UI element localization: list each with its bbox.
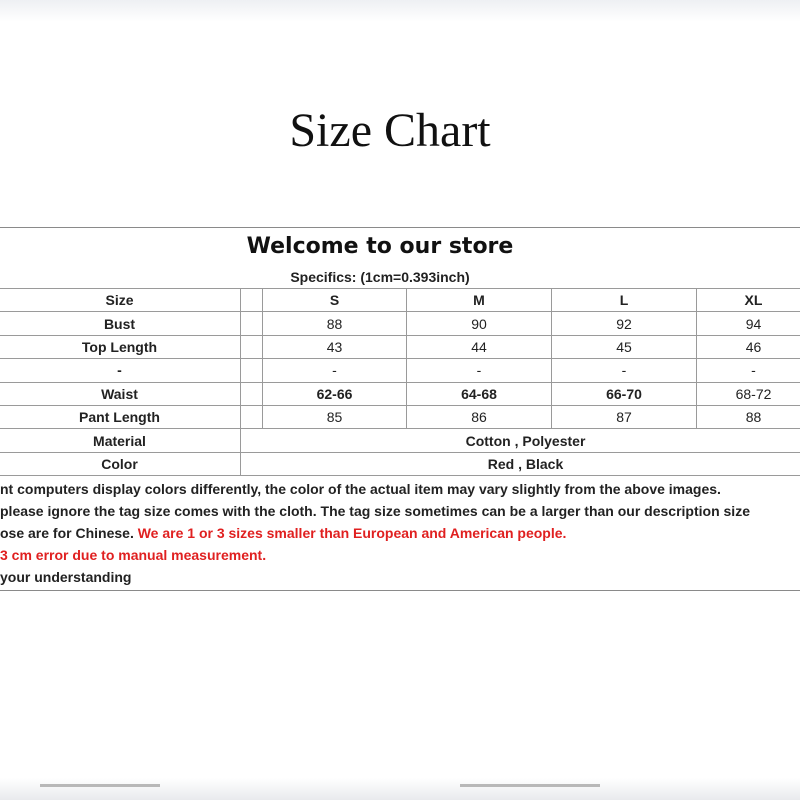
table-cell: 88 xyxy=(697,405,800,428)
table-row xyxy=(0,312,800,335)
table-cell: 43 xyxy=(263,335,407,358)
spacer-cell xyxy=(241,289,263,312)
row-label: Color xyxy=(0,452,241,475)
spacer-cell xyxy=(241,405,263,428)
table-row xyxy=(0,335,800,358)
store-title: Welcome to our store xyxy=(246,234,514,259)
table-cell: - xyxy=(552,359,697,382)
spacer-cell xyxy=(241,382,263,405)
spacer-cell xyxy=(241,359,263,382)
table-row-color xyxy=(0,452,800,475)
table-header-row xyxy=(0,289,800,312)
table-cell: 85 xyxy=(263,405,407,428)
specifics-conversion: Specifics: (1cm=0.393inch) xyxy=(290,269,470,285)
size-header: S xyxy=(263,289,407,312)
table-cell: 46 xyxy=(697,335,800,358)
row-label: Waist xyxy=(0,382,241,405)
material-value: Cotton , Polyester xyxy=(241,429,800,452)
row-label: Size xyxy=(0,289,241,312)
note-line xyxy=(0,544,800,566)
table-row xyxy=(0,382,800,405)
table-cell: - xyxy=(407,359,552,382)
top-background-strip xyxy=(0,0,800,22)
row-label: - xyxy=(0,359,241,382)
table-cell: 66-70 xyxy=(552,382,697,405)
table-cell: 88 xyxy=(263,312,407,335)
size-header: XL xyxy=(697,289,800,312)
table-cell: 87 xyxy=(552,405,697,428)
note-line xyxy=(0,522,800,544)
row-label: Top Length xyxy=(0,335,241,358)
table-row-material xyxy=(0,429,800,452)
spacer-cell xyxy=(241,312,263,335)
note-line: nt computers display colors differently, the color of the actual item may vary slightly from the above images. xyxy=(0,481,721,497)
note-line: your understanding xyxy=(0,569,132,585)
note-highlight: 3 cm error due to manual measurement. xyxy=(0,547,267,563)
table-cell: 94 xyxy=(697,312,800,335)
note-text: ose are for Chinese. xyxy=(0,525,138,541)
table-cell: 45 xyxy=(552,335,697,358)
size-header: M xyxy=(407,289,552,312)
notes-block xyxy=(0,478,800,588)
decorative-mark xyxy=(40,784,160,787)
color-value: Red , Black xyxy=(241,452,800,475)
table-cell: 68-72 xyxy=(697,382,800,405)
table-cell: 86 xyxy=(407,405,552,428)
row-label: Pant Length xyxy=(0,405,241,428)
size-table xyxy=(0,288,800,476)
size-header: L xyxy=(552,289,697,312)
note-highlight: We are 1 or 3 sizes smaller than European and American people. xyxy=(137,525,567,541)
table-cell: 62-66 xyxy=(263,382,407,405)
table-cell: 44 xyxy=(407,335,552,358)
table-cell: 90 xyxy=(407,312,552,335)
page-title: Size Chart xyxy=(289,104,491,157)
table-cell: - xyxy=(697,359,800,382)
row-label: Material xyxy=(0,429,241,452)
note-line: please ignore the tag size comes with the cloth. The tag size sometimes can be a larger than our description size xyxy=(0,503,750,519)
table-cell: - xyxy=(263,359,407,382)
bottom-background-strip xyxy=(0,778,800,800)
row-label: Bust xyxy=(0,312,241,335)
table-cell: 92 xyxy=(552,312,697,335)
decorative-mark xyxy=(460,784,600,787)
table-row xyxy=(0,359,800,382)
table-row xyxy=(0,405,800,428)
table-cell: 64-68 xyxy=(407,382,552,405)
size-chart-sheet xyxy=(0,227,800,591)
spacer-cell xyxy=(241,335,263,358)
